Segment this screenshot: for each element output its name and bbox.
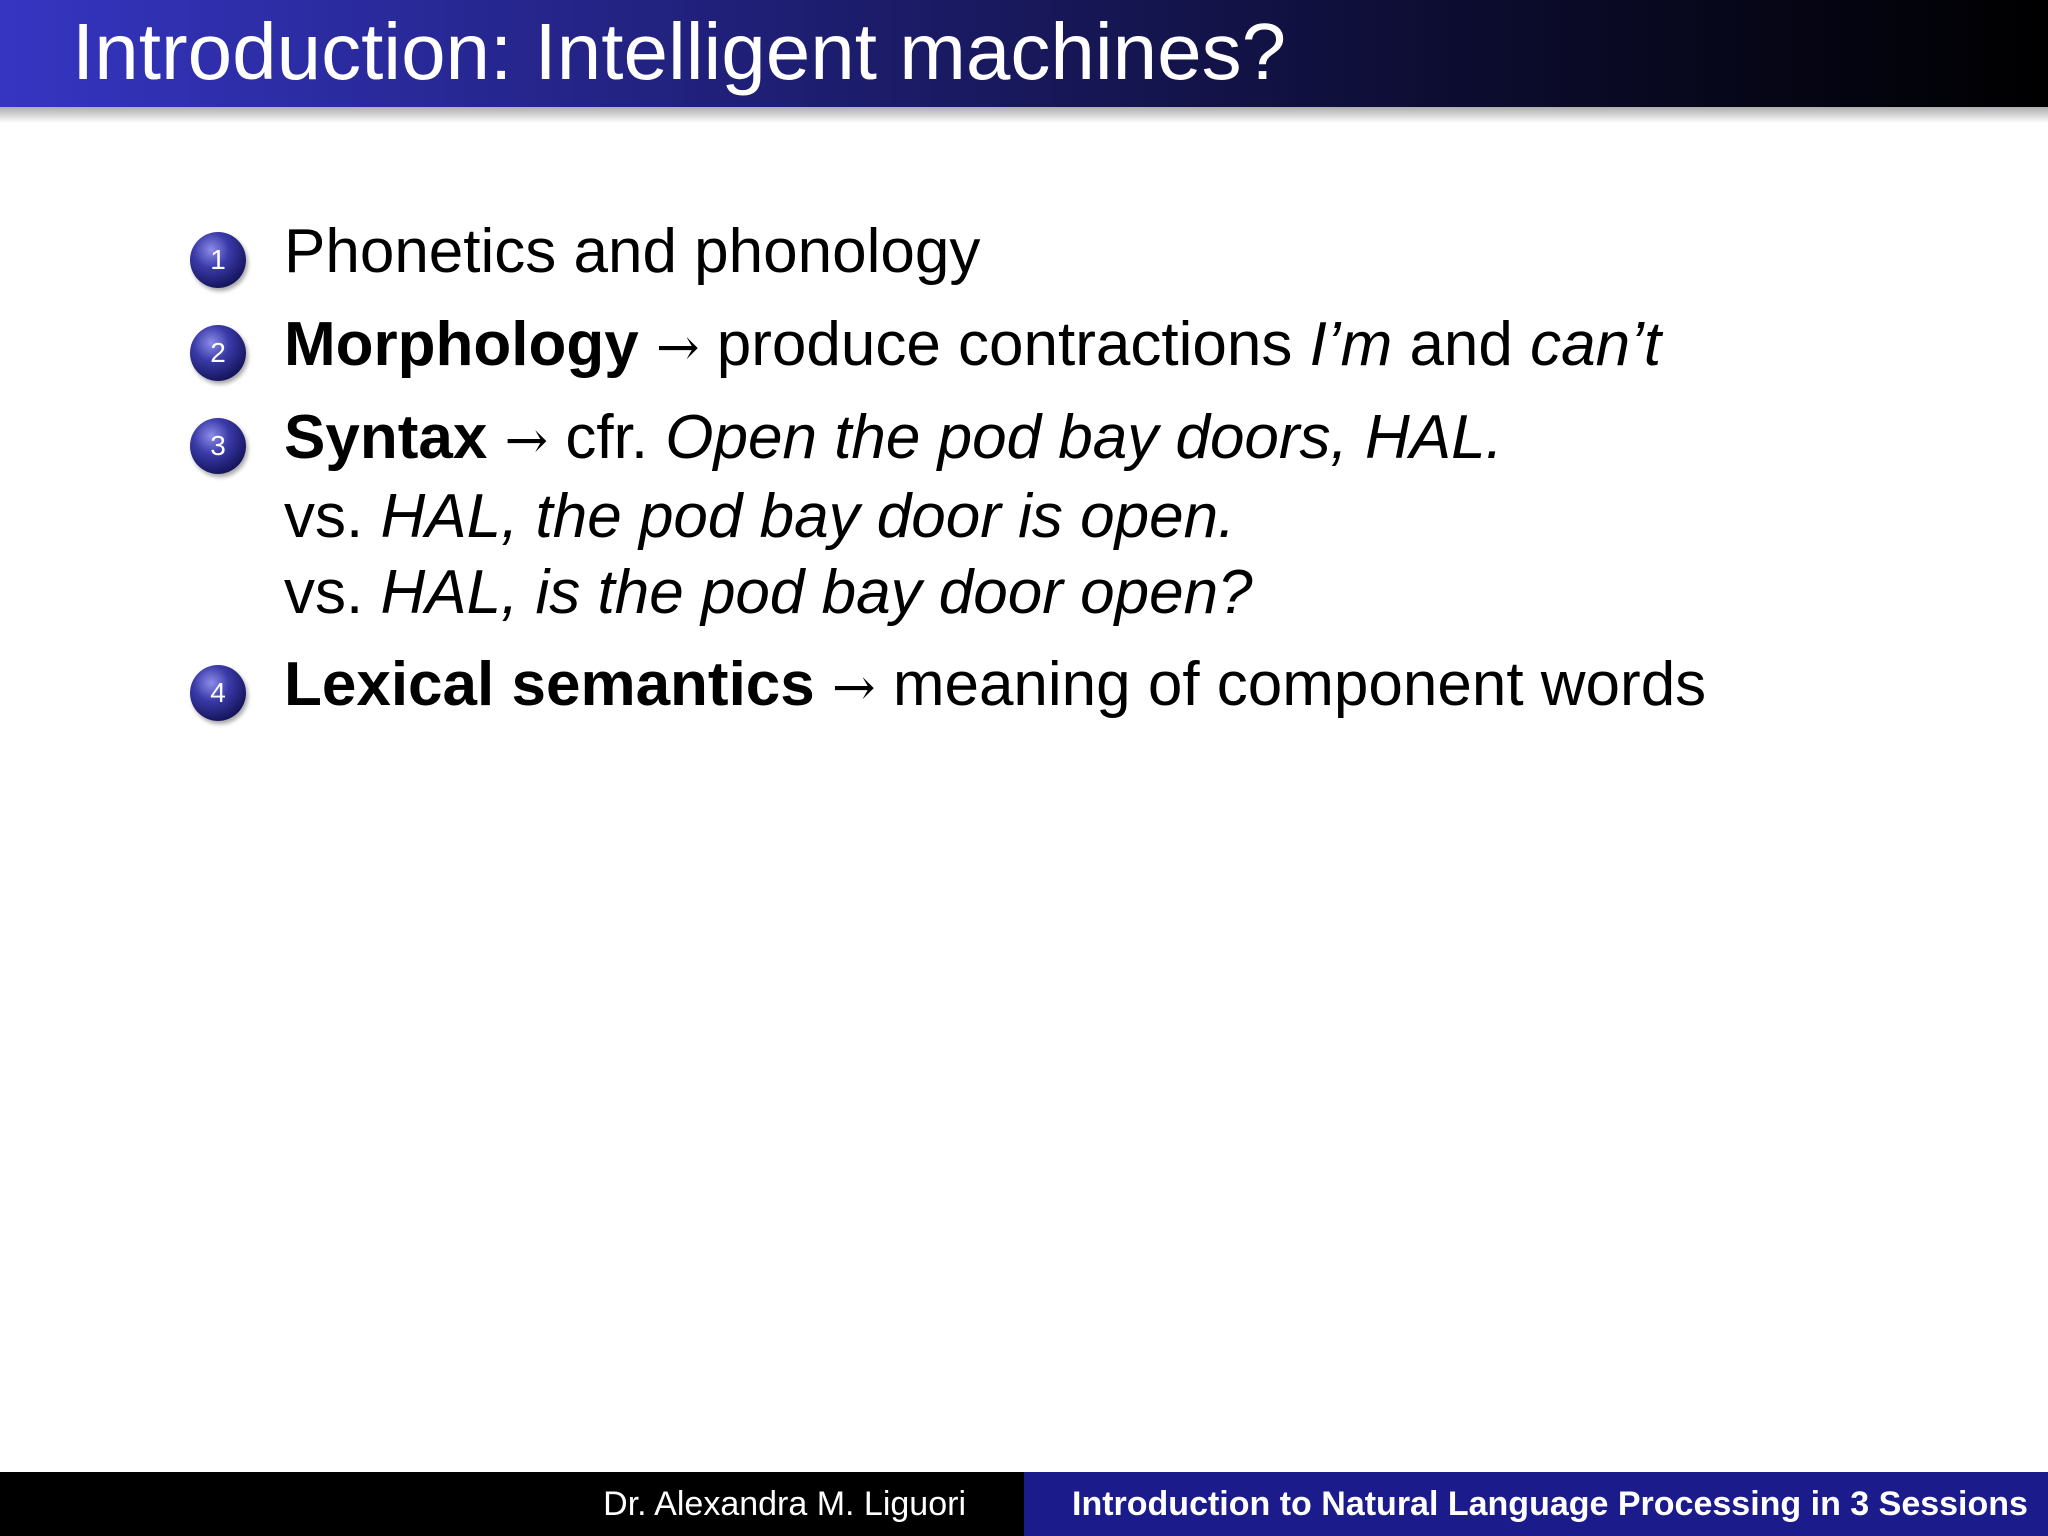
- item-4-label: Lexical semantics: [284, 650, 815, 719]
- item-3-prefix: cfr.: [565, 403, 649, 472]
- item-3-sentence-1: Open the pod bay doors, HAL.: [665, 403, 1503, 472]
- item-3-sentence-2: HAL, the pod bay door is open.: [380, 482, 1236, 551]
- item-3-vs-2: vs.: [284, 558, 364, 627]
- footer-course-title: Introduction to Natural Language Processing in 3 Sessions: [1072, 1485, 2028, 1523]
- slide-header: [0, 0, 2048, 107]
- header-shadow: [0, 107, 2048, 123]
- slide-title: Introduction: Intelligent machines?: [72, 7, 1287, 96]
- arrow-icon: →: [655, 318, 700, 378]
- slide-footer: [0, 1472, 2048, 1536]
- bullet-number-3: 3: [190, 418, 246, 474]
- item-3-line-2: [284, 479, 1503, 555]
- item-2-description: produce contractions: [716, 310, 1293, 379]
- item-2-conjunction: and: [1409, 310, 1513, 379]
- arrow-icon: →: [832, 658, 876, 718]
- arrow-icon: →: [504, 411, 549, 471]
- footer-author-panel: [0, 1472, 1024, 1536]
- bullet-number-4: 4: [190, 665, 246, 721]
- item-3-text: [284, 400, 1503, 631]
- bullet-number-1: 1: [190, 232, 246, 288]
- item-4-text: [284, 647, 1706, 726]
- item-1-text: [284, 214, 980, 290]
- bullet-number-2: 2: [190, 325, 246, 381]
- item-4-description: meaning of component words: [892, 650, 1707, 719]
- item-1-label: Phonetics and phonology: [284, 217, 981, 286]
- item-3-sentence-3: HAL, is the pod bay door open?: [380, 558, 1253, 627]
- item-2-example-1: I’m: [1309, 310, 1393, 379]
- item-2-text: [284, 307, 1661, 386]
- item-3-label: Syntax: [284, 403, 488, 472]
- footer-course-panel: [1024, 1472, 2048, 1536]
- item-3-line-3: [284, 555, 1503, 631]
- footer-author: Dr. Alexandra M. Liguori: [603, 1485, 966, 1523]
- item-2-example-2: can’t: [1530, 310, 1662, 379]
- item-2-label: Morphology: [284, 310, 639, 379]
- item-3-vs-1: vs.: [284, 482, 364, 551]
- item-3-line-1: [284, 400, 1503, 479]
